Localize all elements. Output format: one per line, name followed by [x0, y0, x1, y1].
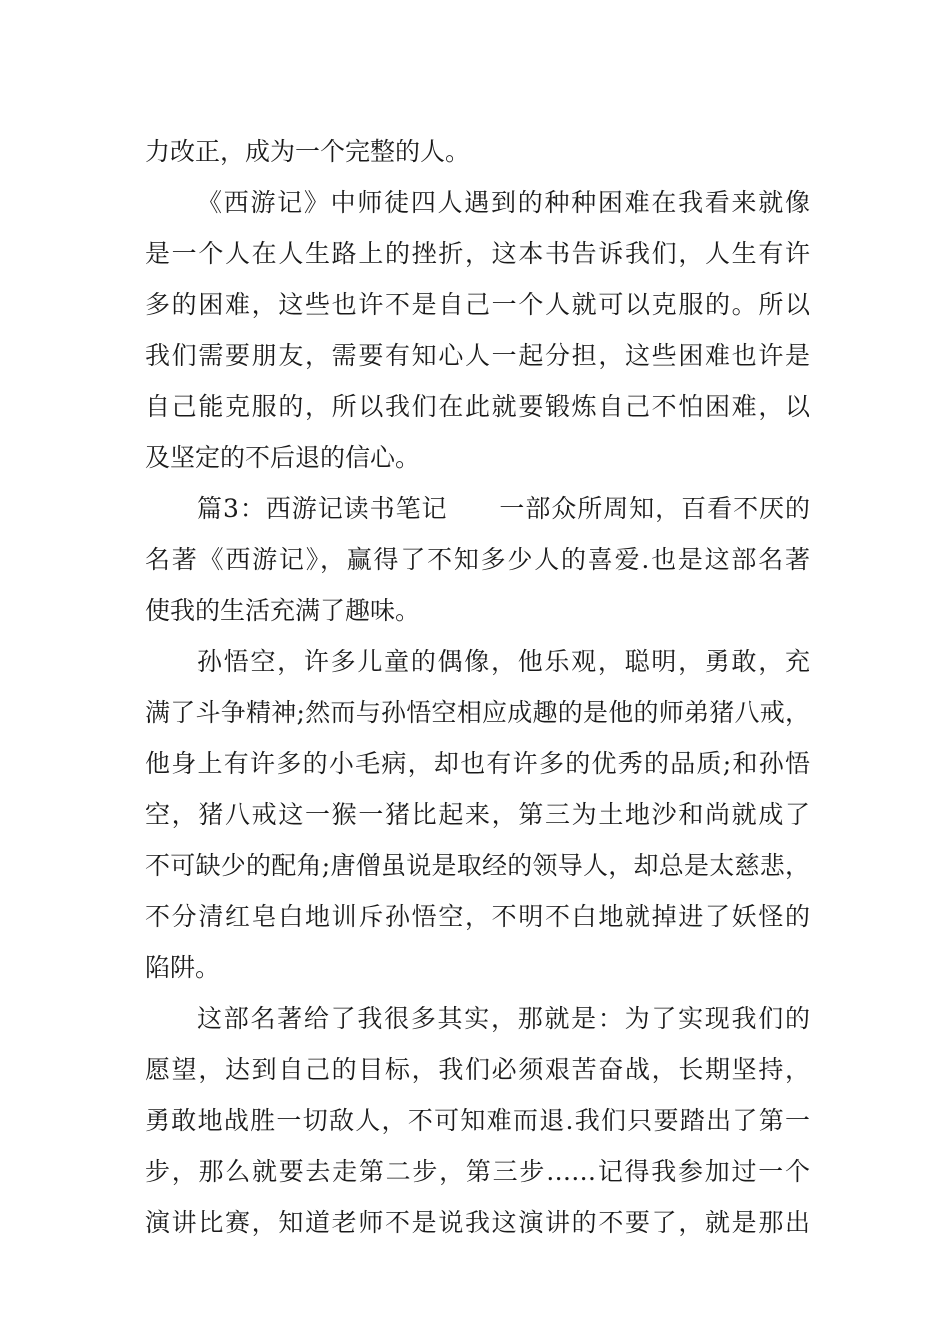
- text-line: 篇3：西游记读书笔记 一部众所周知，百看不厌的: [197, 494, 810, 523]
- text-line: 力改正，成为一个完整的人。: [145, 137, 471, 166]
- paragraph-chapter-3-heading: [145, 483, 810, 636]
- paragraph-continuation: [145, 126, 810, 177]
- text-line: 勇敢地战胜一切敌人，不可知难而退.我们只要踏出了第一: [145, 1106, 810, 1135]
- document-body: [145, 126, 810, 1248]
- text-line: 我们需要朋友，需要有知心人一起分担，这些困难也许是: [145, 341, 810, 370]
- text-line: 他身上有许多的小毛病，却也有许多的优秀的品质;和孙悟: [145, 749, 810, 778]
- text-line: 不可缺少的配角;唐僧虽说是取经的领导人，却总是太慈悲，: [145, 851, 810, 880]
- paragraph-lessons: [145, 993, 810, 1248]
- text-line: 满了斗争精神;然而与孙悟空相应成趣的是他的师弟猪八戒，: [145, 698, 810, 727]
- paragraph-characters: [145, 636, 810, 993]
- text-line: 使我的生活充满了趣味。: [145, 596, 421, 625]
- text-line: 多的困难，这些也许不是自己一个人就可以克服的。所以: [145, 290, 810, 319]
- text-line: 《西游记》中师徒四人遇到的种种困难在我看来就像: [197, 188, 810, 217]
- text-line: 不分清红皂白地训斥孙悟空，不明不白地就掉进了妖怪的: [145, 902, 810, 931]
- text-line: 空，猪八戒这一猴一猪比起来，第三为土地沙和尚就成了: [145, 800, 810, 829]
- text-line: 愿望，达到自己的目标，我们必须艰苦奋战，长期坚持，: [145, 1055, 810, 1084]
- text-line: 演讲比赛，知道老师不是说我这演讲的不要了，就是那出: [145, 1208, 810, 1237]
- paragraph-journey-west-difficulties: [145, 177, 810, 483]
- text-line: 陷阱。: [145, 953, 221, 982]
- text-line: 孙悟空，许多儿童的偶像，他乐观，聪明，勇敢，充: [197, 647, 810, 676]
- text-line: 名著《西游记》，赢得了不知多少人的喜爱.也是这部名著: [145, 545, 810, 574]
- text-line: 自己能克服的，所以我们在此就要锻炼自己不怕困难，以: [145, 392, 810, 421]
- text-line: 是一个人在人生路上的挫折，这本书告诉我们，人生有许: [145, 239, 810, 268]
- text-line: 步，那么就要去走第二步，第三步……记得我参加过一个: [145, 1157, 810, 1186]
- text-line: 这部名著给了我很多其实，那就是：为了实现我们的: [197, 1004, 810, 1033]
- text-line: 及坚定的不后退的信心。: [145, 443, 421, 472]
